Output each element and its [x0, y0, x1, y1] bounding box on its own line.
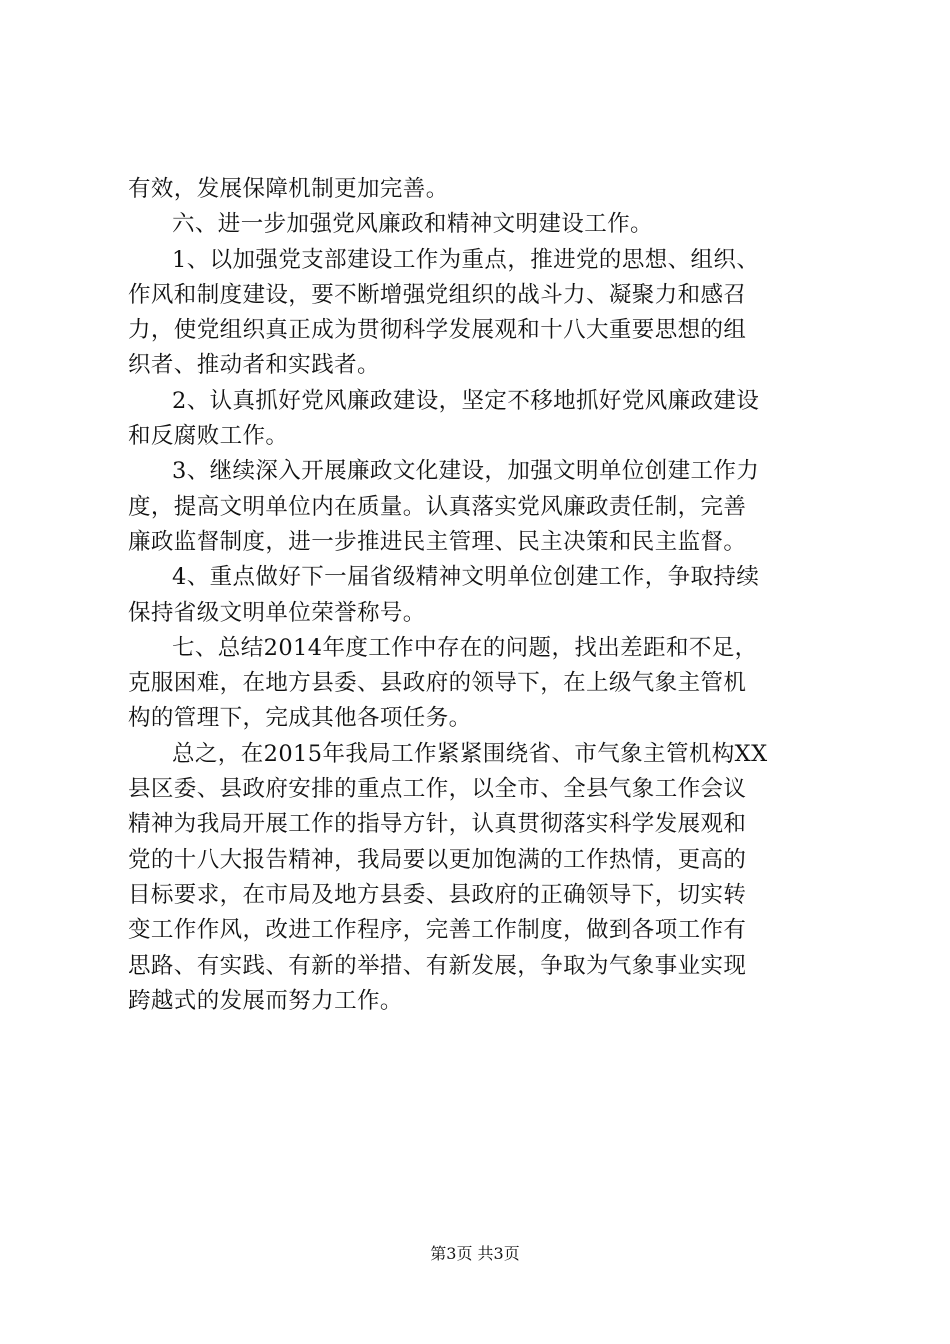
text-line: 织者、推动者和实践者。 — [128, 352, 380, 379]
text-line: 有效，发展保障机制更加完善。 — [128, 176, 449, 202]
text-line: 跨越式的发展而努力工作。 — [128, 987, 403, 1014]
text-line: 1、以加强党支部建设工作为重点，推进党的思想、组织、 — [172, 246, 760, 273]
text-line: 4、重点做好下一届省级精神文明单位创建工作，争取持续 — [172, 564, 760, 591]
text-line: 克服困难，在地方县委、县政府的领导下，在上级气象主管机 — [128, 670, 747, 697]
text-line: 县区委、县政府安排的重点工作，以全市、全县气象工作会议 — [128, 776, 747, 803]
text-line: 目标要求，在市局及地方县委、县政府的正确领导下，切实转 — [128, 881, 747, 908]
text-line: 2、认真抓好党风廉政建设，坚定不移地抓好党风廉政建设 — [172, 387, 760, 414]
text-line: 和反腐败工作。 — [128, 423, 289, 450]
text-line: 精神为我局开展工作的指导方针，认真贯彻落实科学发展观和 — [128, 811, 747, 838]
text-line: 七、总结2014年度工作中存在的问题，找出差距和不足， — [172, 634, 758, 661]
text-line: 党的十八大报告精神，我局要以更加饱满的工作热情，更高的 — [128, 846, 747, 873]
text-line: 廉政监督制度，进一步推进民主管理、民主决策和民主监督。 — [128, 528, 747, 555]
text-line: 3、继续深入开展廉政文化建设，加强文明单位创建工作力 — [172, 458, 760, 485]
text-line: 总之，在2015年我局工作紧紧围绕省、市气象主管机构XX — [172, 740, 768, 767]
text-line: 六、进一步加强党风廉政和精神文明建设工作。 — [172, 211, 653, 238]
text-line: 变工作作风，改进工作程序，完善工作制度，做到各项工作有 — [128, 917, 747, 944]
text-line: 思路、有实践、有新的举措、有新发展，争取为气象事业实现 — [128, 952, 747, 979]
text-line: 构的管理下，完成其他各项任务。 — [128, 705, 472, 732]
page-footer: 第3页 共3页 — [430, 1244, 520, 1263]
text-line: 作风和制度建设，要不断增强党组织的战斗力、凝聚力和感召 — [128, 281, 747, 308]
document-body — [128, 172, 833, 1019]
text-line: 力，使党组织真正成为贯彻科学发展观和十八大重要思想的组 — [128, 317, 747, 344]
text-line: 度，提高文明单位内在质量。认真落实党风廉政责任制，完善 — [128, 493, 747, 520]
text-line: 保持省级文明单位荣誉称号。 — [128, 599, 426, 626]
